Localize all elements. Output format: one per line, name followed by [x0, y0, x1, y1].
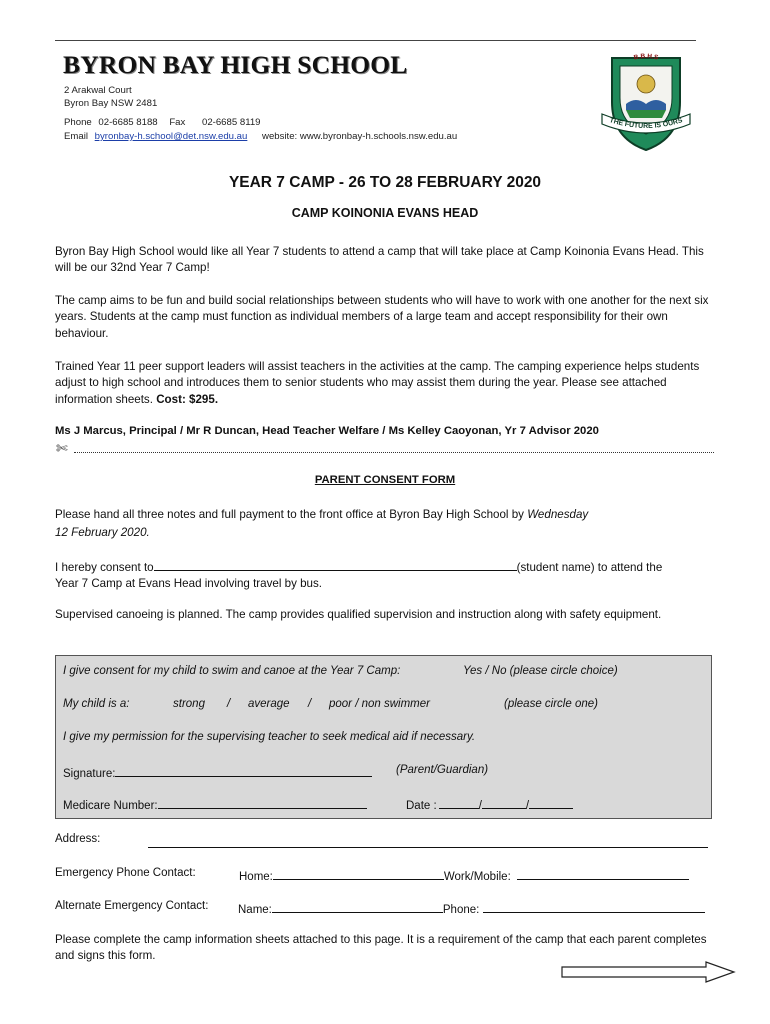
consent-statement [55, 558, 720, 593]
alternate-name-field[interactable] [272, 900, 443, 913]
date-month-field[interactable] [482, 796, 526, 809]
leaders-text: Trained Year 11 peer support leaders will assist teachers in the activities at the camp. The camping experience helps students adjust to high school and introduces them to senior students who may assist them during the year. Please see attached information sheets. [55, 360, 700, 406]
aims-paragraph: The camp aims to be fun and build social relationships between students who will have to work with one another for the next six years. Students at the camp must function as individual members of a large team and accept responsibility for their own behaviour. [55, 294, 709, 340]
cost-text: Cost: $295. [156, 392, 219, 406]
date-year-field[interactable] [529, 796, 573, 809]
school-crest-logo [600, 52, 692, 152]
page-title: YEAR 7 CAMP - 26 TO 28 FEBRUARY 2020 [228, 174, 542, 191]
consent-prefix: I hereby consent to [55, 561, 154, 574]
signature-field[interactable] [115, 764, 372, 777]
date-label: Date : [406, 800, 437, 812]
work-mobile-field[interactable] [517, 867, 689, 880]
signature-label: Signature: [63, 768, 116, 780]
date-row [406, 796, 573, 812]
hand-in-paragraph [55, 506, 720, 542]
phone-label: Phone: [442, 904, 480, 916]
phone-fax-line [64, 117, 261, 129]
child-is-label: My child is a: [63, 698, 130, 710]
student-name-field[interactable] [154, 558, 517, 571]
consent-box [55, 655, 712, 819]
email-label: Email [64, 131, 88, 142]
emergency-contact-label: Emergency Phone Contact: [55, 867, 196, 879]
hand-in-date: 12 February 2020. [55, 526, 150, 539]
home-label: Home: [239, 871, 273, 883]
cut-line [74, 452, 714, 453]
fax-number: 02-6685 8119 [201, 117, 261, 128]
home-phone-row [239, 867, 689, 883]
intro-paragraph: Byron Bay High School would like all Year 7 students to attend a camp that will take place at Camp Koinonia Evans Head. This will be our 32nd Year 7 Camp! [55, 245, 704, 275]
option-poor-non-swimmer[interactable]: poor / non swimmer [329, 698, 430, 710]
leaders-paragraph [55, 359, 720, 408]
page-subtitle: CAMP KOINONIA EVANS HEAD [291, 206, 479, 220]
arrow-right-icon [561, 961, 736, 983]
date-separator: / [478, 800, 482, 812]
option-separator: / [227, 698, 231, 710]
scissors-icon: ✄ [56, 440, 68, 456]
medicare-number-field[interactable] [158, 796, 367, 809]
email-link[interactable]: byronbay-h.school@det.nsw.edu.au [94, 131, 248, 142]
consent-form-title: PARENT CONSENT FORM [314, 474, 456, 486]
phone-label: Phone [64, 117, 92, 128]
option-strong[interactable]: strong [173, 698, 205, 710]
address-field[interactable] [148, 847, 708, 848]
consent-line-2: Year 7 Camp at Evans Head involving travel by bus. [55, 577, 323, 591]
address-line-2: Byron Bay NSW 2481 [64, 98, 158, 109]
phone-number: 02-6685 8188 [98, 117, 158, 128]
alternate-contact-row [238, 900, 705, 916]
date-day-field[interactable] [439, 796, 479, 809]
medical-permission: I give my permission for the supervising teacher to seek medical aid if necessary. [63, 731, 476, 743]
school-name: BYRON BAY HIGH SCHOOL [63, 50, 408, 79]
hand-in-text: Please hand all three notes and full payment to the front office at Byron Bay High School by [55, 508, 528, 521]
signoff-line: Ms J Marcus, Principal / Mr R Duncan, Head Teacher Welfare / Ms Kelley Caoyonan, Yr 7 Advisor 2020 [55, 425, 599, 437]
canoeing-paragraph: Supervised canoeing is planned. The camp provides qualified supervision and instruction along with safety equipment. [55, 608, 662, 621]
swim-consent-options[interactable]: Yes / No (please circle choice) [463, 665, 618, 677]
name-label: Name: [238, 904, 272, 916]
option-separator: / [308, 698, 312, 710]
date-separator: / [525, 800, 530, 812]
address-line-1: 2 Arakwal Court [64, 85, 132, 96]
crest-motto: THE FUTURE IS OURS [608, 117, 684, 131]
email-website-line [64, 131, 457, 143]
address-label: Address: [55, 833, 101, 845]
fax-label: Fax [169, 117, 186, 128]
work-mobile-label: Work/Mobile: [443, 871, 511, 883]
home-phone-field[interactable] [273, 867, 444, 880]
medicare-row [63, 796, 367, 812]
website-text: website: www.byronbay-h.schools.nsw.edu.au [262, 131, 458, 142]
consent-suffix: (student name) to attend the [516, 561, 663, 574]
crest-initials: B.B.H.S [633, 52, 659, 62]
circle-one-note: (please circle one) [504, 698, 598, 710]
swim-consent-question: I give consent for my child to swim and canoe at the Year 7 Camp: [63, 665, 401, 677]
medicare-label: Medicare Number: [63, 800, 158, 812]
signature-row [63, 764, 372, 780]
footer-note: Please complete the camp information sheets attached to this page. It is a requirement of the camp that each parent completes and signs this form. [55, 933, 707, 963]
option-average[interactable]: average [248, 698, 290, 710]
alternate-contact-label: Alternate Emergency Contact: [55, 900, 209, 912]
parent-guardian-note: (Parent/Guardian) [396, 764, 489, 776]
hand-in-date-day: Wednesday [527, 508, 589, 521]
alternate-phone-field[interactable] [483, 900, 705, 913]
header-rule [55, 40, 696, 41]
